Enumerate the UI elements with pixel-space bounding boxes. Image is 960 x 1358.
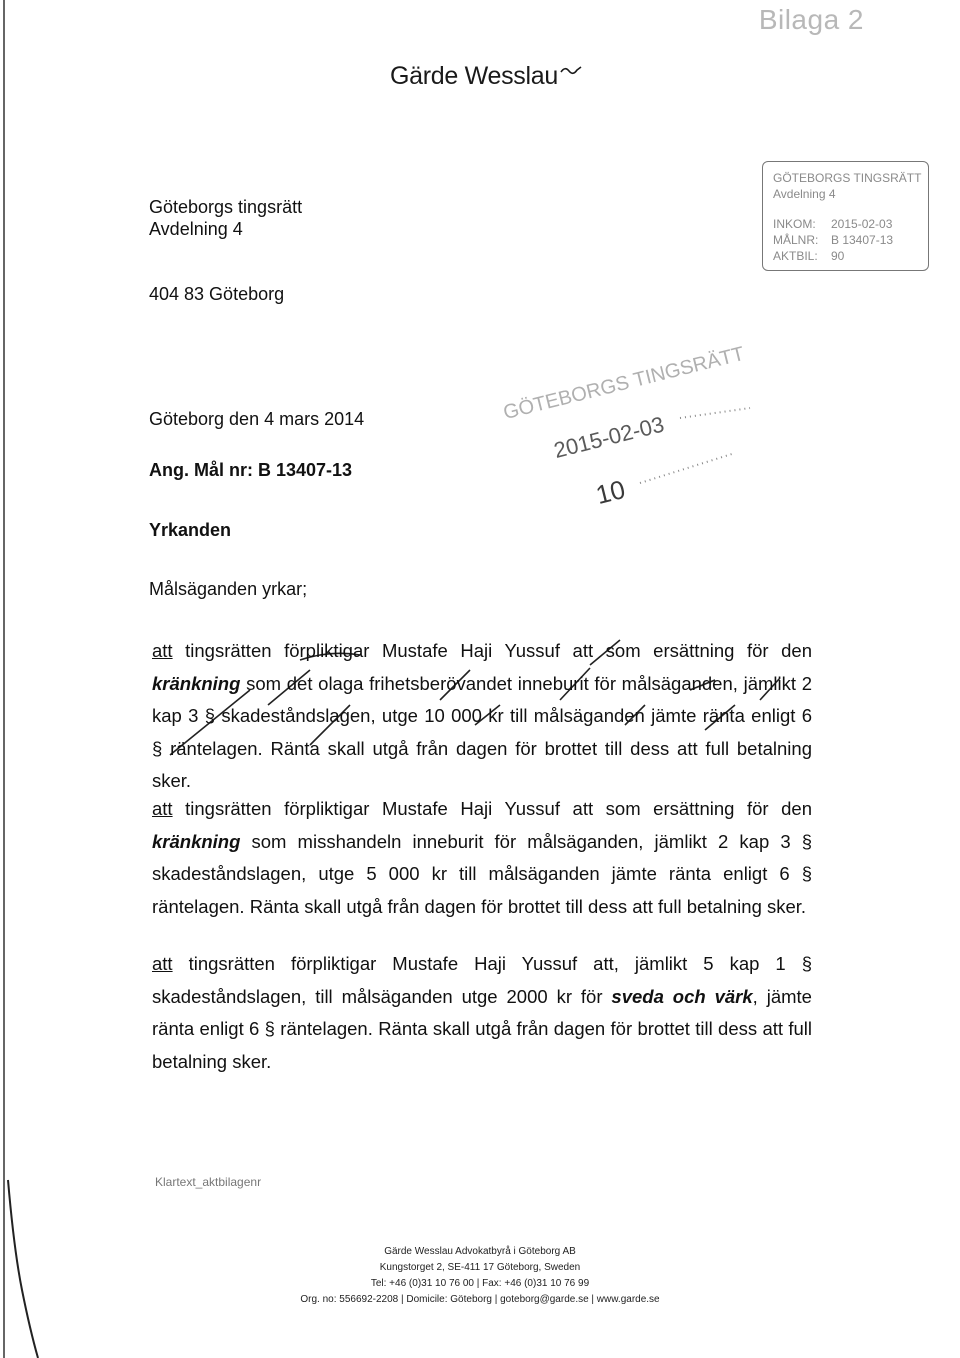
stamp-value: B 13407-13 (831, 233, 894, 247)
court-receipt-stamp (762, 161, 929, 271)
attachment-label: Bilaga 2 (758, 4, 864, 35)
faint-stamp-number: 10 (592, 473, 629, 511)
claim-text: tingsrätten förpliktigar Mustafe Haji Yussuf att som ersättning för den (172, 640, 812, 661)
stamp-court-name: GÖTEBORGS TINGSRÄTT (773, 171, 922, 185)
claim-paragraph-1 (152, 635, 812, 798)
stamp-key: MÅLNR: (773, 233, 819, 247)
claim-emphasis: kränkning (152, 672, 241, 694)
recipient-division: Avdelning 4 (149, 219, 243, 239)
claims-intro: Målsäganden yrkar; (149, 579, 308, 599)
recipient-court: Göteborgs tingsrätt (149, 197, 303, 217)
claim-paragraph-3 (152, 948, 812, 1078)
recipient-postal: 404 83 Göteborg (149, 284, 285, 304)
claim-emphasis: sveda och värk (611, 985, 753, 1007)
claim-text: som det olaga frihetsberövandet inneburit för målsäganden, jämlikt 2 kap 3 § skadeståndslagen, utge 10 000 kr till målsäganden jämte ränta enligt 6 § räntelagen. (152, 672, 812, 759)
stamp-row-inkom (773, 216, 928, 232)
faint-received-stamp (490, 318, 780, 528)
recipient-address (149, 196, 302, 240)
faint-stamp-date: 2015-02-03 (551, 411, 667, 463)
claim-interest: Ränta skall utgå från dagen för brottet till dess att full betalning sker. (244, 895, 807, 917)
claim-text: som misshandeln inneburit för målsäganden, jämlikt 2 kap 3 § skadeståndslagen, utge 5 000 kr till målsäganden jämte ränta enligt 6 § räntelagen. (152, 830, 812, 917)
claim-text: tingsrätten förpliktigar Mustafe Haji Yussuf att, jämlikt 5 kap 1 § skadeståndslagen, till målsäganden utge 2000 kr för (152, 953, 812, 1007)
footer-address: Kungstorget 2, SE-411 17 Göteborg, Sweden (379, 1262, 581, 1273)
claim-text: tingsrätten förpliktigar Mustafe Haji Yussuf att som ersättning för den (172, 798, 812, 819)
stamp-row-malnr (773, 232, 928, 248)
stamp-key: AKTBIL: (773, 249, 818, 263)
firm-logo-text: Gärde Wesslau (390, 62, 558, 90)
faint-stamp-court-text: GÖTEBORGS TINGSRÄTT (501, 342, 747, 425)
clear-text-attachment-number: Klartext_aktbilagenr (155, 1175, 262, 1189)
case-reference: Ang. Mål nr: B 13407-13 (149, 460, 353, 480)
claim-att: att (152, 640, 173, 661)
footer-company: Gärde Wesslau Advokatbyrå i Göteborg AB (384, 1246, 576, 1257)
claim-emphasis: kränkning (152, 830, 241, 852)
stamp-value: 90 (831, 249, 845, 263)
section-heading: Yrkanden (149, 520, 232, 540)
stamp-value: 2015-02-03 (831, 217, 893, 231)
claim-interest: Ränta skall utgå från dagen för brottet till dess att full betalning sker. (152, 737, 812, 791)
footer-org: Org. no: 556692-2208 | Domicile: Göteborg | goteborg@garde.se | www.garde.se (300, 1294, 660, 1305)
claim-paragraph-2 (152, 793, 812, 923)
logo-wave-icon (560, 64, 582, 76)
firm-logo (390, 62, 582, 91)
stamp-division: Avdelning 4 (773, 187, 836, 201)
claim-att: att (152, 953, 173, 974)
letter-date: Göteborg den 4 mars 2014 (149, 409, 365, 429)
stamp-row-aktbil (773, 248, 928, 264)
letter-footer (0, 1244, 960, 1308)
claim-att: att (152, 798, 173, 819)
footer-phone: Tel: +46 (0)31 10 76 00 | Fax: +46 (0)31 10 76 99 (370, 1278, 590, 1289)
claim-text: , jämte ränta enligt 6 § räntelagen. Ränta skall utgå från dagen för brottet till dess att full betalning sker. (152, 985, 812, 1072)
stamp-key: INKOM: (773, 217, 816, 231)
